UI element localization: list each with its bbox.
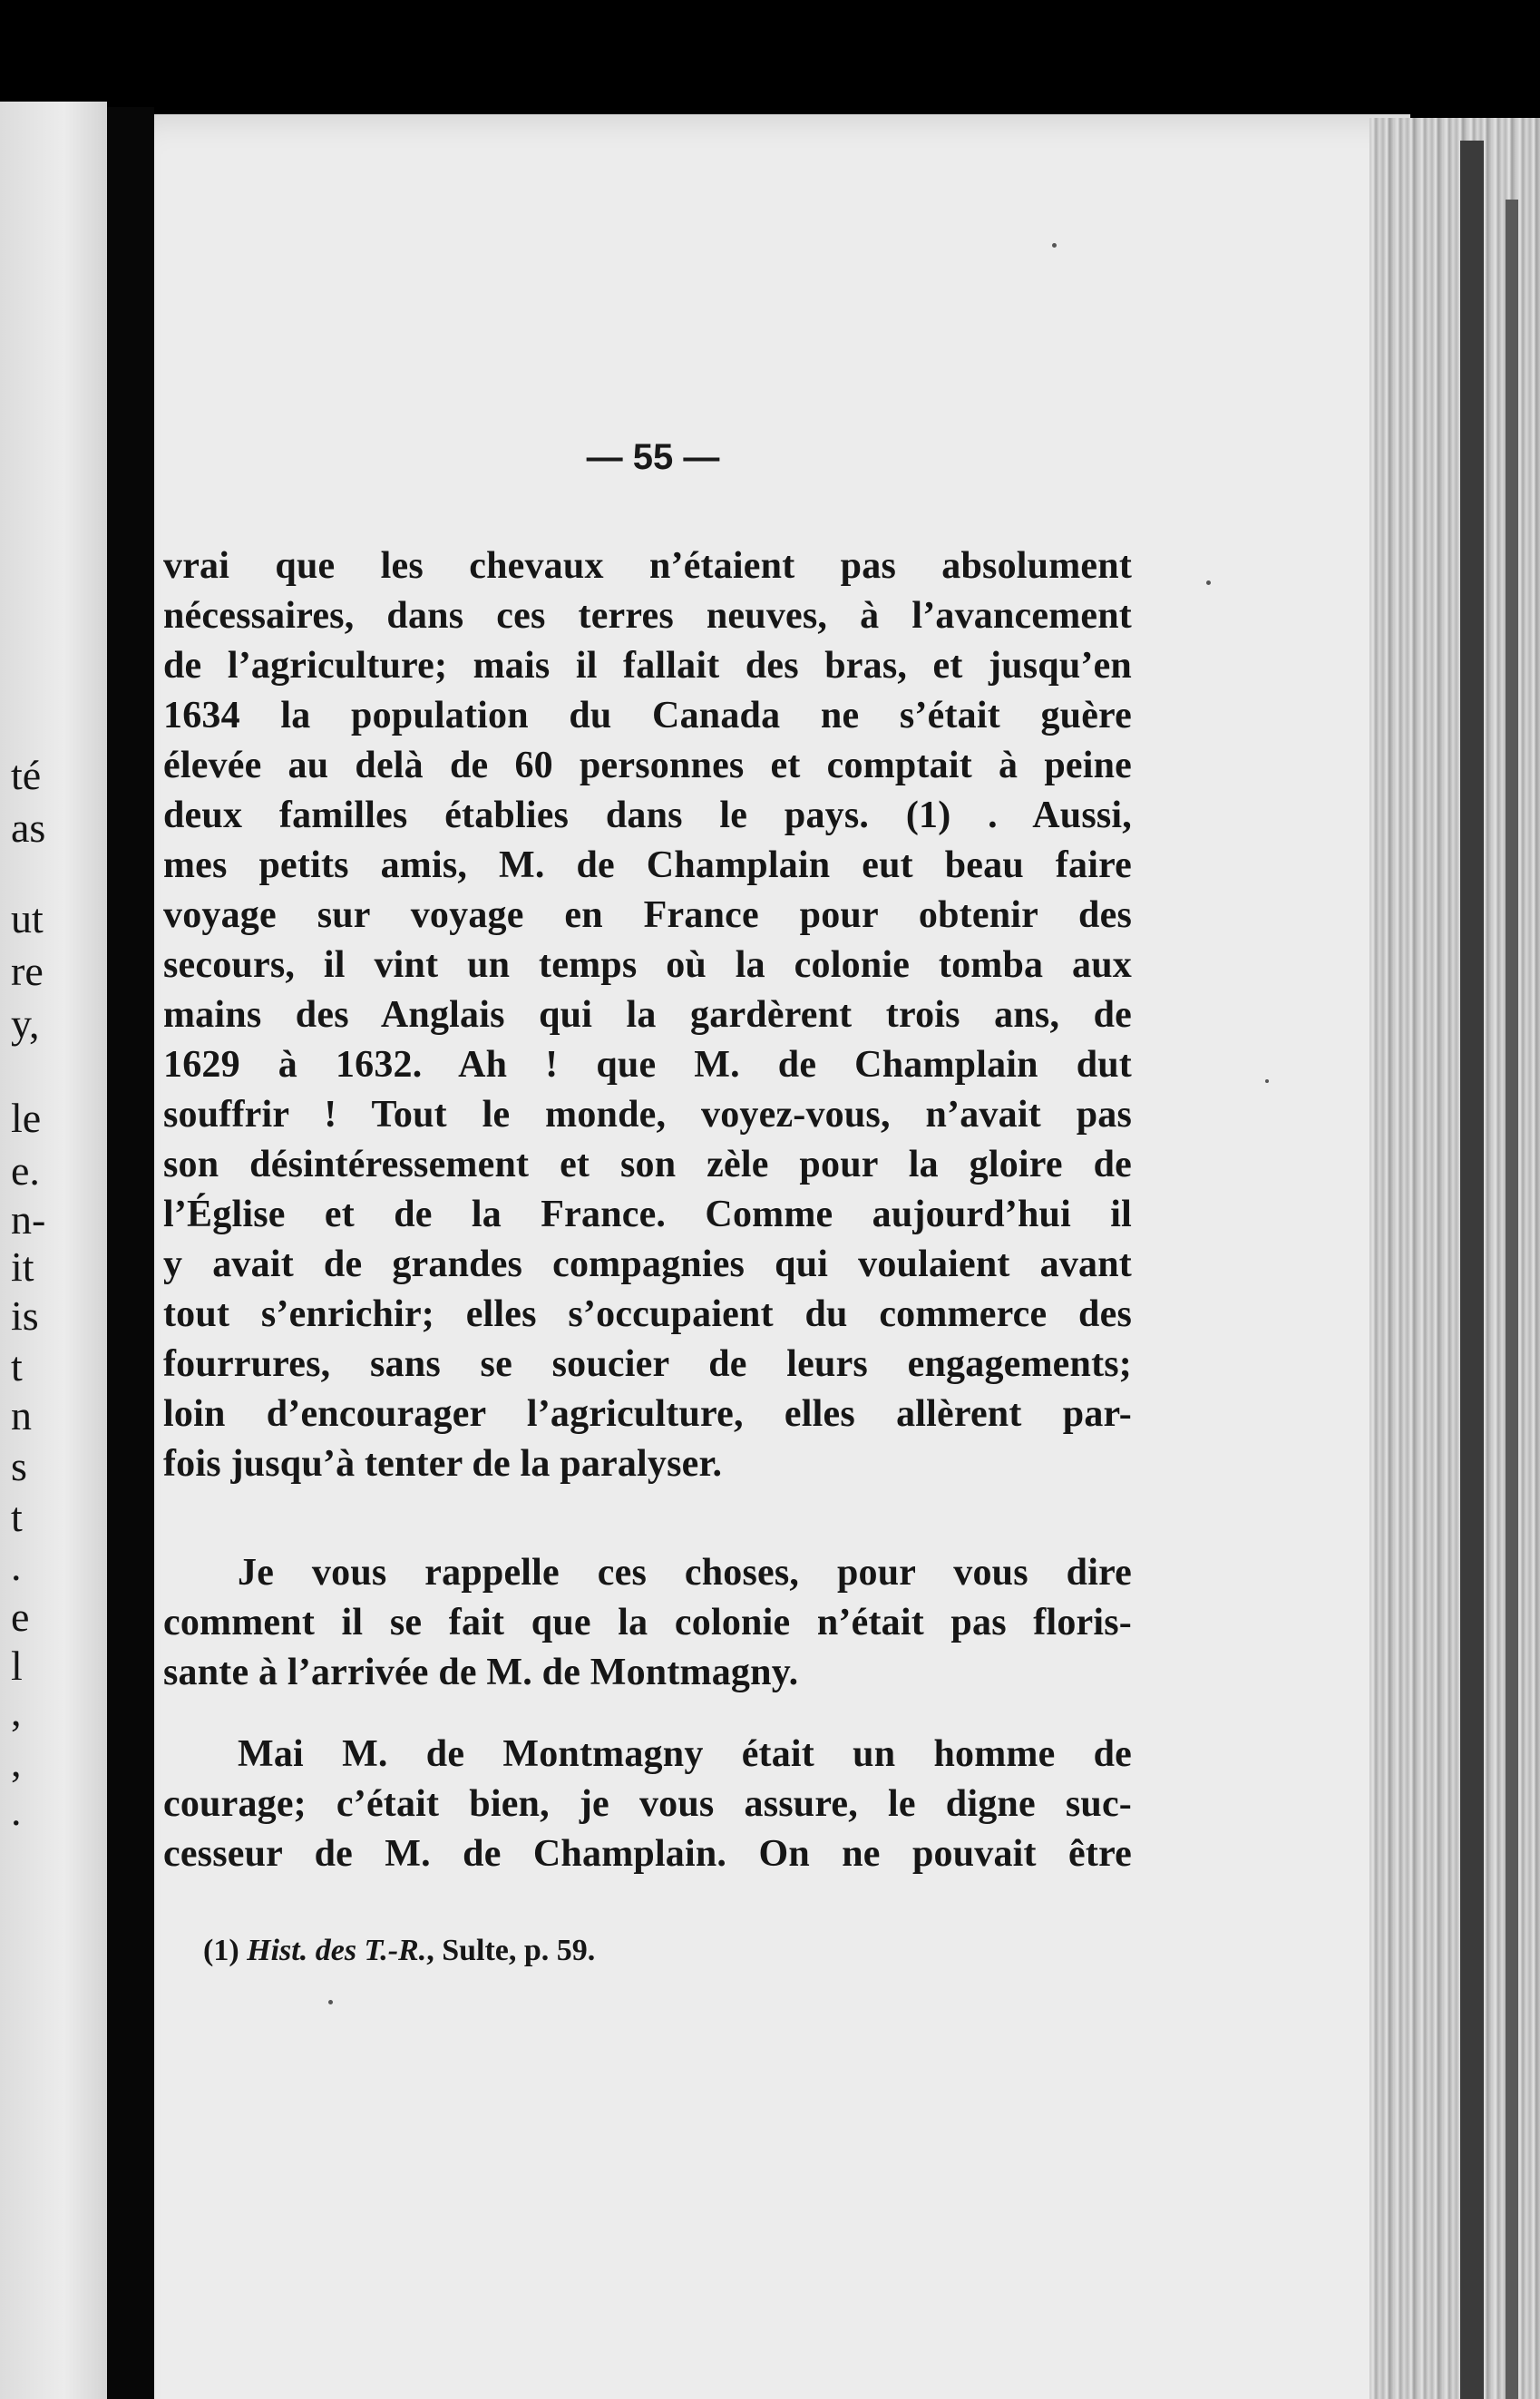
text-line: 1634 la population du Canada ne s’était guère — [163, 695, 1132, 736]
left-fragment: y, — [11, 1000, 40, 1047]
text-line: nécessaires, dans ces terres neuves, à l’avancement — [163, 595, 1132, 637]
text-line: secours, il vint un temps où la colonie tomba aux — [163, 944, 1132, 986]
text-line: loin d’encourager l’agriculture, elles allèrent par- — [163, 1393, 1132, 1435]
text-line: tout s’enrichir; elles s’occupaient du commerce des — [163, 1293, 1132, 1335]
text-line: son désintéressement et son zèle pour la gloire de — [163, 1144, 1132, 1185]
scan-speck — [328, 2000, 333, 2004]
scan-speck — [1265, 1079, 1269, 1083]
left-fragment: , — [11, 1739, 22, 1785]
text-line: 1629 à 1632. Ah ! que M. de Champlain dut — [163, 1044, 1132, 1086]
left-fragment: l — [11, 1643, 23, 1689]
text-line: cesseur de M. de Champlain. On ne pouvait être — [163, 1833, 1132, 1875]
text-line: deux familles établies dans le pays. (1) . Aussi, — [163, 795, 1132, 836]
text-line: comment il se fait que la colonie n’était pas floris- — [163, 1602, 1132, 1643]
text-line: y avait de grandes compagnies qui voulaient avant — [163, 1243, 1132, 1285]
text-line: de l’agriculture; mais il fallait des bras, et jusqu’en — [163, 645, 1132, 687]
footnote-reference: , Sulte, p. 59. — [426, 1934, 596, 1967]
text-line: fois jusqu’à tenter de la paralyser. — [163, 1443, 723, 1485]
footnote — [203, 1934, 595, 1968]
text-line: Je vous rappelle ces choses, pour vous dire — [238, 1552, 1132, 1594]
left-fragment: . — [11, 1788, 22, 1834]
text-line: mains des Anglais qui la gardèrent trois ans, de — [163, 994, 1132, 1036]
left-fragment: as — [11, 805, 46, 851]
left-fragment: it — [11, 1243, 34, 1290]
left-page-margin — [0, 102, 107, 2399]
left-fragment: . — [11, 1543, 22, 1589]
text-line: courage; c’était bien, je vous assure, le digne suc- — [163, 1783, 1132, 1825]
left-fragment: t — [11, 1494, 23, 1540]
text-line: sante à l’arrivée de M. de Montmagny. — [163, 1652, 799, 1693]
text-line: élevée au delà de 60 personnes et comptait à peine — [163, 745, 1132, 786]
page-edge-shadow — [1506, 200, 1518, 2399]
text-line: fourrures, sans se soucier de leurs engagements; — [163, 1343, 1132, 1385]
left-fragment: le — [11, 1095, 42, 1141]
footnote-source-title: Hist. des T.-R. — [247, 1934, 427, 1967]
text-line: l’Église et de la France. Comme aujourd’hui il — [163, 1194, 1132, 1235]
scan-speck — [1206, 580, 1211, 585]
book-spine-shadow — [107, 107, 154, 2399]
scan-speck — [1052, 243, 1057, 248]
page-number: — 55 — — [586, 437, 720, 477]
left-fragment: t — [11, 1343, 23, 1390]
left-fragment: e — [11, 1594, 30, 1640]
left-fragment: e. — [11, 1147, 40, 1194]
footnote-marker: (1) — [203, 1934, 239, 1967]
page-edge-shadow — [1460, 141, 1484, 2399]
text-line: vrai que les chevaux n’étaient pas absolument — [163, 545, 1132, 587]
left-fragment: re — [11, 948, 44, 994]
left-fragment: n- — [11, 1196, 46, 1243]
left-fragment: ut — [11, 895, 44, 941]
left-fragment: s — [11, 1443, 27, 1489]
left-fragment: n — [11, 1392, 32, 1438]
left-page-text-fragments — [0, 102, 107, 2399]
left-fragment: té — [11, 752, 42, 798]
text-line: Mai M. de Montmagny était un homme de — [238, 1733, 1132, 1775]
text-line: mes petits amis, M. de Champlain eut beau faire — [163, 844, 1132, 886]
text-line: souffrir ! Tout le monde, voyez-vous, n’avait pas — [163, 1094, 1132, 1136]
left-fragment: , — [11, 1688, 22, 1734]
left-fragment: is — [11, 1292, 39, 1339]
text-line: voyage sur voyage en France pour obtenir des — [163, 894, 1132, 936]
